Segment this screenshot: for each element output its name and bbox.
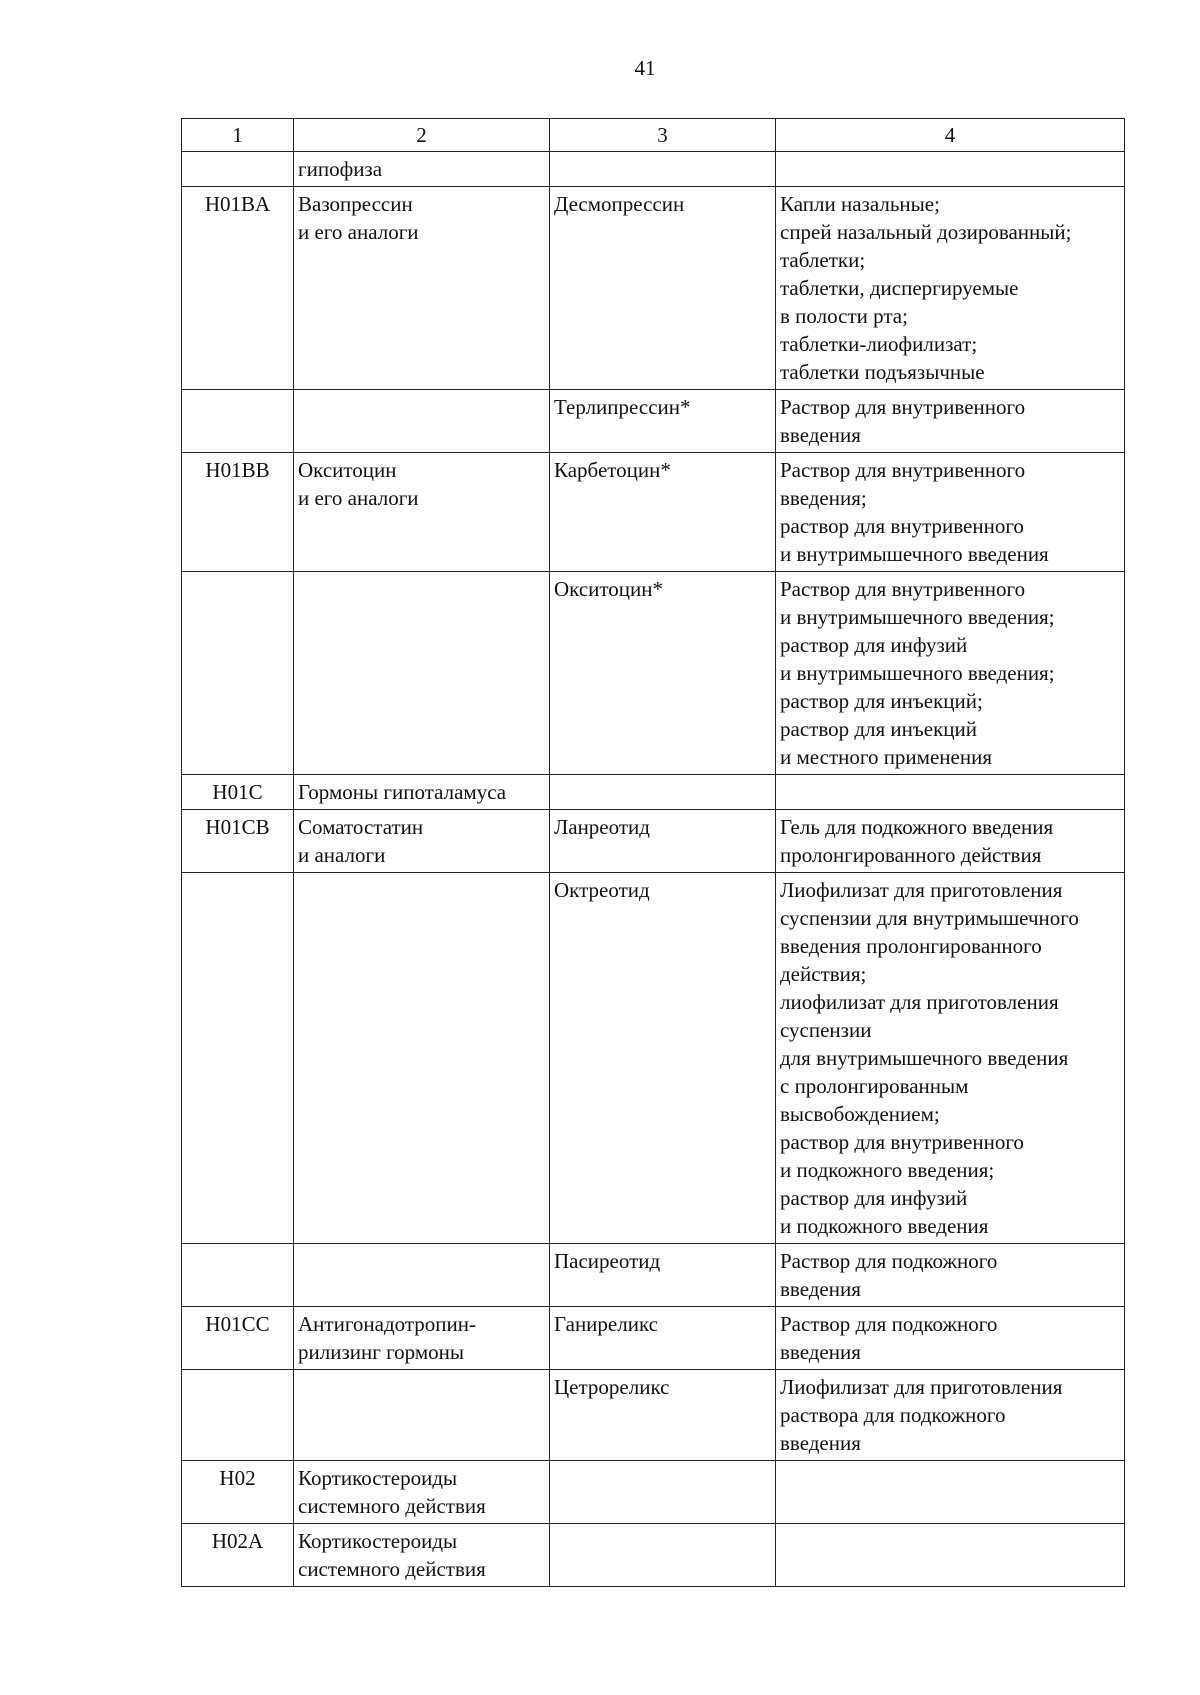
table-row bbox=[182, 152, 1125, 187]
group-name-cell: Окситоцин и его аналоги bbox=[294, 453, 550, 572]
atc-code-cell: H02 bbox=[182, 1461, 294, 1524]
drug-name-cell bbox=[550, 1524, 776, 1587]
drug-table bbox=[181, 118, 1125, 1587]
drug-name-cell: Пасиреотид bbox=[550, 1244, 776, 1307]
group-name-cell: Гормоны гипоталамуса bbox=[294, 775, 550, 810]
group-name-cell: Соматостатин и аналоги bbox=[294, 810, 550, 873]
atc-code-cell: H01BB bbox=[182, 453, 294, 572]
atc-code-cell: H01CB bbox=[182, 810, 294, 873]
group-name-cell bbox=[294, 1370, 550, 1461]
group-name-cell: Антигонадотропин- рилизинг гормоны bbox=[294, 1307, 550, 1370]
page-number: 41 bbox=[634, 56, 656, 80]
group-name-cell bbox=[294, 390, 550, 453]
drug-name-cell: Октреотид bbox=[550, 873, 776, 1244]
atc-code-cell: H02A bbox=[182, 1524, 294, 1587]
atc-code-cell: H01BA bbox=[182, 187, 294, 390]
group-name-cell bbox=[294, 873, 550, 1244]
atc-code-cell bbox=[182, 1244, 294, 1307]
atc-code-cell bbox=[182, 572, 294, 775]
table-row bbox=[182, 453, 1125, 572]
table-row bbox=[182, 1370, 1125, 1461]
column-header: 4 bbox=[776, 119, 1125, 152]
group-name-cell: Кортикостероиды системного действия bbox=[294, 1524, 550, 1587]
table-row bbox=[182, 1524, 1125, 1587]
drug-name-cell: Карбетоцин* bbox=[550, 453, 776, 572]
table-row bbox=[182, 1307, 1125, 1370]
atc-code-cell: H01C bbox=[182, 775, 294, 810]
dosage-forms-cell bbox=[776, 152, 1125, 187]
table-row bbox=[182, 572, 1125, 775]
drug-name-cell: Ланреотид bbox=[550, 810, 776, 873]
column-header: 1 bbox=[182, 119, 294, 152]
drug-name-cell: Ганиреликс bbox=[550, 1307, 776, 1370]
table-row bbox=[182, 810, 1125, 873]
atc-code-cell bbox=[182, 152, 294, 187]
dosage-forms-cell: Капли назальные; спрей назальный дозированный; таблетки; таблетки, диспергируемые в полости рта; таблетки-лиофилизат; таблетки подъязычные bbox=[776, 187, 1125, 390]
atc-code-cell bbox=[182, 873, 294, 1244]
dosage-forms-cell bbox=[776, 775, 1125, 810]
column-header: 2 bbox=[294, 119, 550, 152]
group-name-cell bbox=[294, 572, 550, 775]
atc-code-cell bbox=[182, 1370, 294, 1461]
group-name-cell: гипофиза bbox=[294, 152, 550, 187]
dosage-forms-cell: Лиофилизат для приготовления раствора для подкожного введения bbox=[776, 1370, 1125, 1461]
drug-name-cell: Десмопрессин bbox=[550, 187, 776, 390]
drug-name-cell: Цетрореликс bbox=[550, 1370, 776, 1461]
drug-name-cell bbox=[550, 1461, 776, 1524]
drug-name-cell bbox=[550, 775, 776, 810]
group-name-cell bbox=[294, 1244, 550, 1307]
dosage-forms-cell: Лиофилизат для приготовления суспензии для внутримышечного введения пролонгированного действия; лиофилизат для приготовления суспензии для внутримышечного введения с пролонгированным высвобождением; раствор для внутривенного и подкожного введения; раствор для инфузий и подкожного введения bbox=[776, 873, 1125, 1244]
dosage-forms-cell: Раствор для внутривенного введения; раствор для внутривенного и внутримышечного введения bbox=[776, 453, 1125, 572]
dosage-forms-cell: Раствор для внутривенного и внутримышечного введения; раствор для инфузий и внутримышечного введения; раствор для инъекций; раствор для инъекций и местного применения bbox=[776, 572, 1125, 775]
table-header-row bbox=[182, 119, 1125, 152]
drug-name-cell: Окситоцин* bbox=[550, 572, 776, 775]
table-row bbox=[182, 390, 1125, 453]
atc-code-cell bbox=[182, 390, 294, 453]
dosage-forms-cell bbox=[776, 1524, 1125, 1587]
atc-code-cell: H01CC bbox=[182, 1307, 294, 1370]
table-row bbox=[182, 187, 1125, 390]
drug-name-cell: Терлипрессин* bbox=[550, 390, 776, 453]
table-row bbox=[182, 873, 1125, 1244]
dosage-forms-cell: Раствор для подкожного введения bbox=[776, 1307, 1125, 1370]
table-row bbox=[182, 1461, 1125, 1524]
dosage-forms-cell: Гель для подкожного введения пролонгированного действия bbox=[776, 810, 1125, 873]
group-name-cell: Вазопрессин и его аналоги bbox=[294, 187, 550, 390]
column-header: 3 bbox=[550, 119, 776, 152]
table-row bbox=[182, 1244, 1125, 1307]
group-name-cell: Кортикостероиды системного действия bbox=[294, 1461, 550, 1524]
dosage-forms-cell: Раствор для внутривенного введения bbox=[776, 390, 1125, 453]
drug-name-cell bbox=[550, 152, 776, 187]
dosage-forms-cell: Раствор для подкожного введения bbox=[776, 1244, 1125, 1307]
dosage-forms-cell bbox=[776, 1461, 1125, 1524]
table-row bbox=[182, 775, 1125, 810]
